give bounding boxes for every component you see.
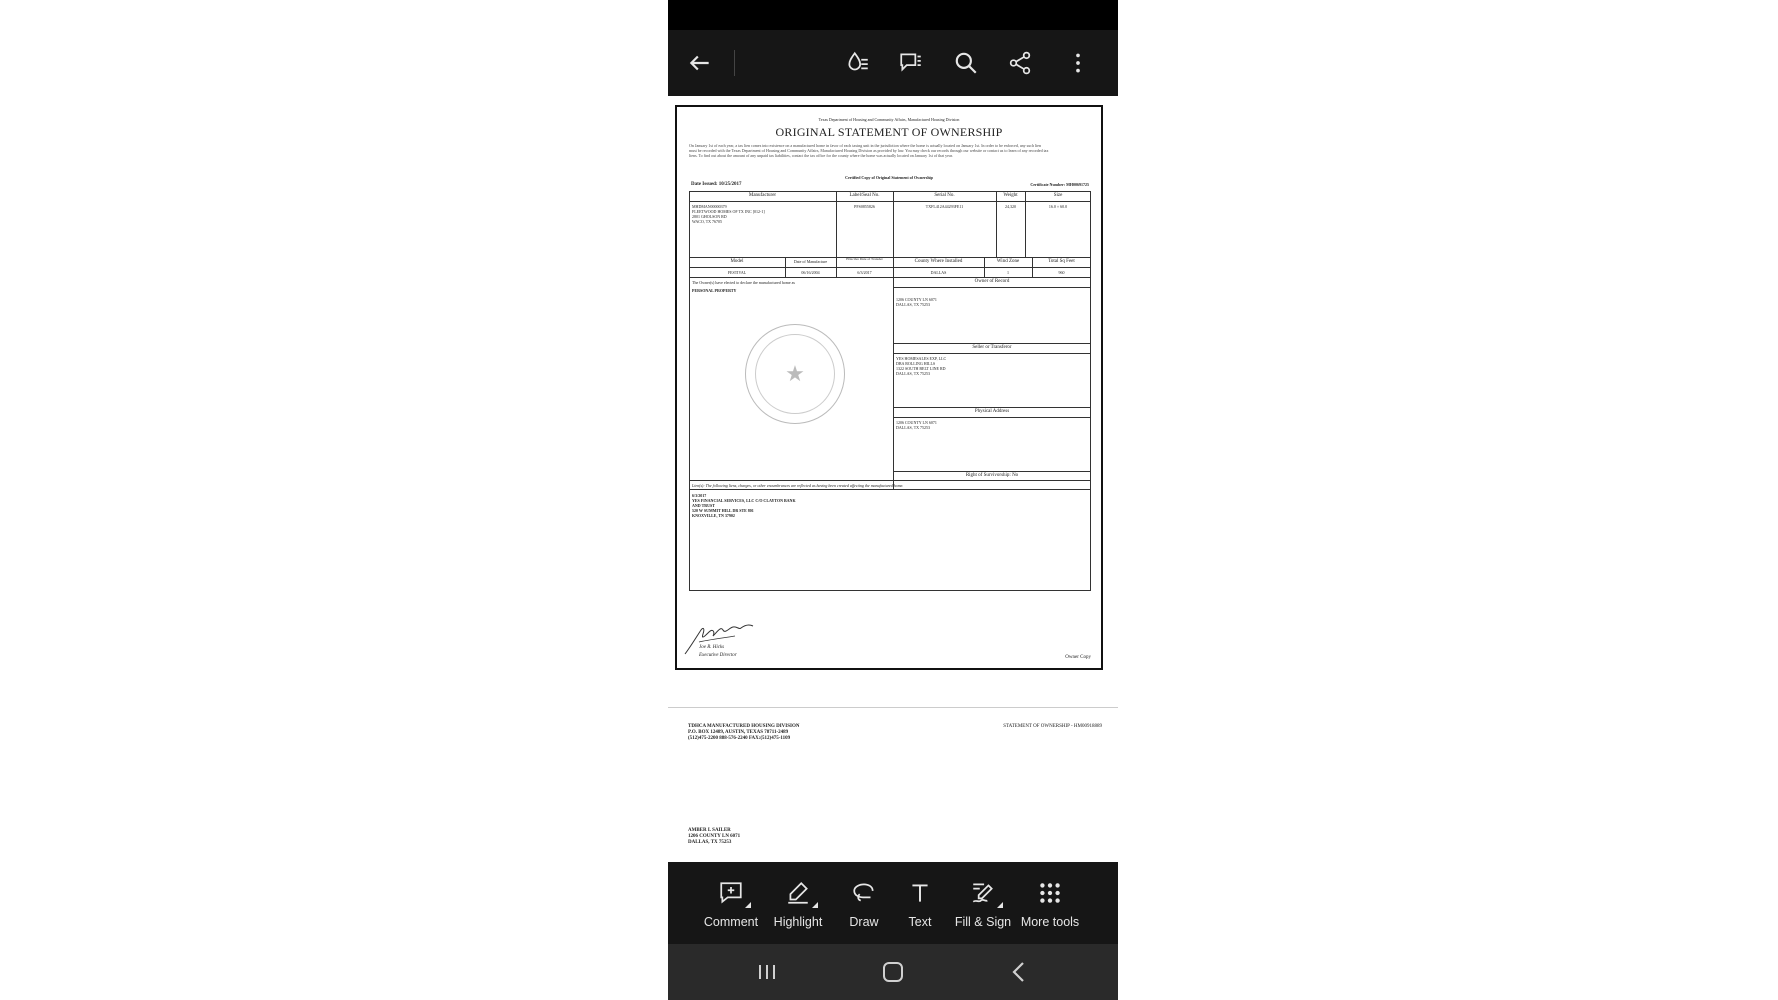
physical-address-line: 1206 COUNTY LN 6071	[896, 420, 937, 425]
hdr-county: County Where Installed	[914, 259, 963, 264]
hdr-manufacturer: Manufacturer	[748, 193, 777, 198]
seller-block	[896, 356, 946, 376]
dropdown-corner-icon	[812, 902, 818, 908]
seller-line: DBA ROLLING HILLS	[896, 361, 936, 366]
search-icon[interactable]	[948, 45, 984, 81]
doc-agency-line: Texas Department of Housing and Community Affairs, Manufactured Housing Division	[818, 117, 960, 122]
owner-of-record-header: Owner of Record	[974, 279, 1010, 284]
lien-block	[692, 493, 796, 518]
text-t-icon	[907, 880, 933, 906]
page2-sender-line: P.O. BOX 12489, AUSTIN, TEXAS 78711-2489	[688, 730, 789, 735]
serial-value: TXFL412A44293FE11	[925, 204, 964, 209]
manufacturer-line: WACO, TX 76705	[692, 219, 723, 224]
effective-date-value: 6/3/2017	[857, 270, 872, 275]
fill-sign-icon	[970, 880, 996, 906]
owner-copy-label: Owner Copy	[1065, 655, 1091, 660]
doc-certificate-number: Certificate Number: MH00691725	[1030, 182, 1089, 187]
share-icon[interactable]	[1002, 45, 1038, 81]
document-page[interactable]	[675, 105, 1103, 670]
dropdown-corner-icon	[745, 902, 751, 908]
tool-comment[interactable]	[695, 878, 767, 934]
lien-line: KNOXVILLE, TN 37902	[692, 513, 735, 518]
date-manufacture-value: 06/16/2004	[801, 270, 820, 275]
tool-label: More tools	[1020, 915, 1080, 929]
tool-more-tools[interactable]	[1014, 878, 1086, 934]
label-seal-value: PFS0855826	[854, 204, 875, 209]
tool-text[interactable]	[884, 878, 956, 934]
draw-lasso-icon	[851, 880, 877, 906]
owner-line: 1206 COUNTY LN 6071	[896, 297, 937, 302]
hdr-model: Model	[730, 259, 744, 264]
doc-paragraph: On January 1st of each year, a tax lien comes into existence on a manufactured home in favor of each taxing unit in the jurisdiction where the home is actually located on January 1st. In order to be enforced, any such lien must be recorded with the Texas Department of Housing and Community Affairs, Manufactured Housing Division as provided by law. You may check our records through our website or contact us to learn of any recorded tax liens. To find out about the amount of any unpaid tax liabilities, contact the tax office for the county where the home was actually located on January 1st of that year.	[689, 143, 1049, 158]
tool-label: Highlight	[773, 915, 823, 929]
system-nav-bar	[668, 944, 1118, 1000]
recents-icon[interactable]	[747, 958, 787, 986]
seller-line: YES HOMESALES EXP, LLC	[896, 356, 947, 361]
dropdown-corner-icon	[997, 902, 1003, 908]
phone-screen	[668, 0, 1118, 1000]
page2-recipient-line: AMBER L SAILER	[688, 828, 731, 833]
size-value: 16.0 × 60.0	[1048, 204, 1068, 209]
lien-line: AND TRUST	[692, 503, 715, 508]
manufacturer-line: MHDMAN00000379	[692, 204, 727, 209]
doc-certified-copy: Certified Copy of Original Statement of Ownership	[845, 175, 933, 180]
state-seal-icon: ★	[745, 324, 845, 424]
hdr-wind-zone: Wind Zone	[996, 259, 1020, 264]
bottom-toolbar	[668, 862, 1118, 944]
tool-label: Fill & Sign	[954, 915, 1012, 929]
top-toolbar	[668, 30, 1118, 96]
signer-name: Joe R. Hicks	[699, 645, 725, 650]
tool-highlight[interactable]	[762, 878, 834, 934]
status-bar	[668, 0, 1118, 30]
comment-add-icon	[718, 880, 744, 906]
lien-line: 520 W SUMMIT HILL DR STE 801	[692, 508, 754, 513]
back-arrow-icon[interactable]	[682, 45, 718, 81]
model-value: FESTIVAL	[727, 270, 747, 275]
page-separator	[668, 707, 1118, 708]
highlight-pen-icon	[785, 880, 811, 906]
tool-label: Comment	[703, 915, 759, 929]
doc-title: ORIGINAL STATEMENT OF OWNERSHIP	[775, 125, 1003, 139]
seller-header: Seller or Transferor	[972, 345, 1012, 350]
hdr-weight: Weight	[1003, 193, 1018, 198]
hdr-size: Size	[1053, 193, 1063, 198]
hdr-date-manufacture: Date of Manufacture	[793, 259, 828, 264]
page2-recipient-line: DALLAS, TX 75253	[688, 840, 732, 845]
hdr-effective-date: Effective Date of Transfer	[846, 257, 883, 261]
elected-text: The Owner(s) have elected to declare the manufactured home as	[692, 280, 795, 285]
tool-fill-sign[interactable]	[947, 878, 1019, 934]
page2-sender-line: TDHCA MANUFACTURED HOUSING DIVISION	[688, 724, 800, 729]
liquid-mode-icon[interactable]	[840, 45, 876, 81]
page2-recipient-line: 1206 COUNTY LN 6071	[688, 834, 741, 839]
hdr-label-seal: Label/Seal No.	[849, 193, 880, 198]
owner-of-record-block	[896, 297, 937, 307]
hdr-serial: Serial No.	[934, 193, 955, 198]
manufacturer-line: FLEETWOOD HOMES OF TX INC [012-1]	[692, 209, 765, 214]
more-vertical-icon[interactable]	[1060, 45, 1096, 81]
comments-list-icon[interactable]	[893, 45, 929, 81]
seller-line: DALLAS, TX 75253	[896, 371, 931, 376]
home-icon[interactable]	[873, 958, 913, 986]
manufacturer-line: 2801 GHOLSON RD	[692, 214, 727, 219]
liens-line: Lien(s): The following liens, charges, or other encumbrances are reflected as having been created affecting the manufactured home.	[692, 483, 904, 488]
wind-zone-value: 1	[1007, 270, 1009, 275]
physical-address-block	[896, 420, 937, 430]
elected-value: PERSONAL PROPERTY	[692, 288, 737, 293]
back-chevron-icon[interactable]	[999, 958, 1039, 986]
tool-label: Draw	[849, 915, 879, 929]
lien-line: YES FINANCIAL SERVICES, LLC C/O CLAYTON BANK	[692, 498, 796, 503]
county-value: DALLAS	[930, 270, 947, 275]
weight-value: 24,320	[1005, 204, 1016, 209]
seller-line: 1322 SOUTH BELT LINE RD	[896, 366, 946, 371]
owner-line: DALLAS, TX 75253	[896, 302, 931, 307]
page2-recipient-block	[688, 828, 740, 846]
survivorship: Right of Survivorship: No	[965, 473, 1019, 478]
hdr-total-sq-feet: Total Sq Feet	[1048, 259, 1075, 264]
doc-date-issued: Date Issued: 10/25/2017	[691, 182, 742, 187]
tool-label: Text	[908, 915, 932, 929]
toolbar-divider	[734, 50, 735, 76]
page2-statement-ref: STATEMENT OF OWNERSHIP - HM00918889	[1003, 724, 1102, 729]
grid-dots-icon	[1037, 880, 1063, 906]
signer-title: Executive Director	[699, 653, 737, 658]
page2-sender-line: (512)475-2200 888-576-2240 FAX:(512)475-1109	[688, 736, 791, 741]
lien-line: 6/3/2017	[692, 493, 707, 498]
physical-address-header: Physical Address	[974, 409, 1010, 414]
physical-address-line: DALLAS, TX 75253	[896, 425, 931, 430]
total-sq-feet-value: 960	[1058, 270, 1065, 275]
manufacturer-block	[692, 204, 765, 224]
page2-sender-block	[688, 724, 799, 742]
